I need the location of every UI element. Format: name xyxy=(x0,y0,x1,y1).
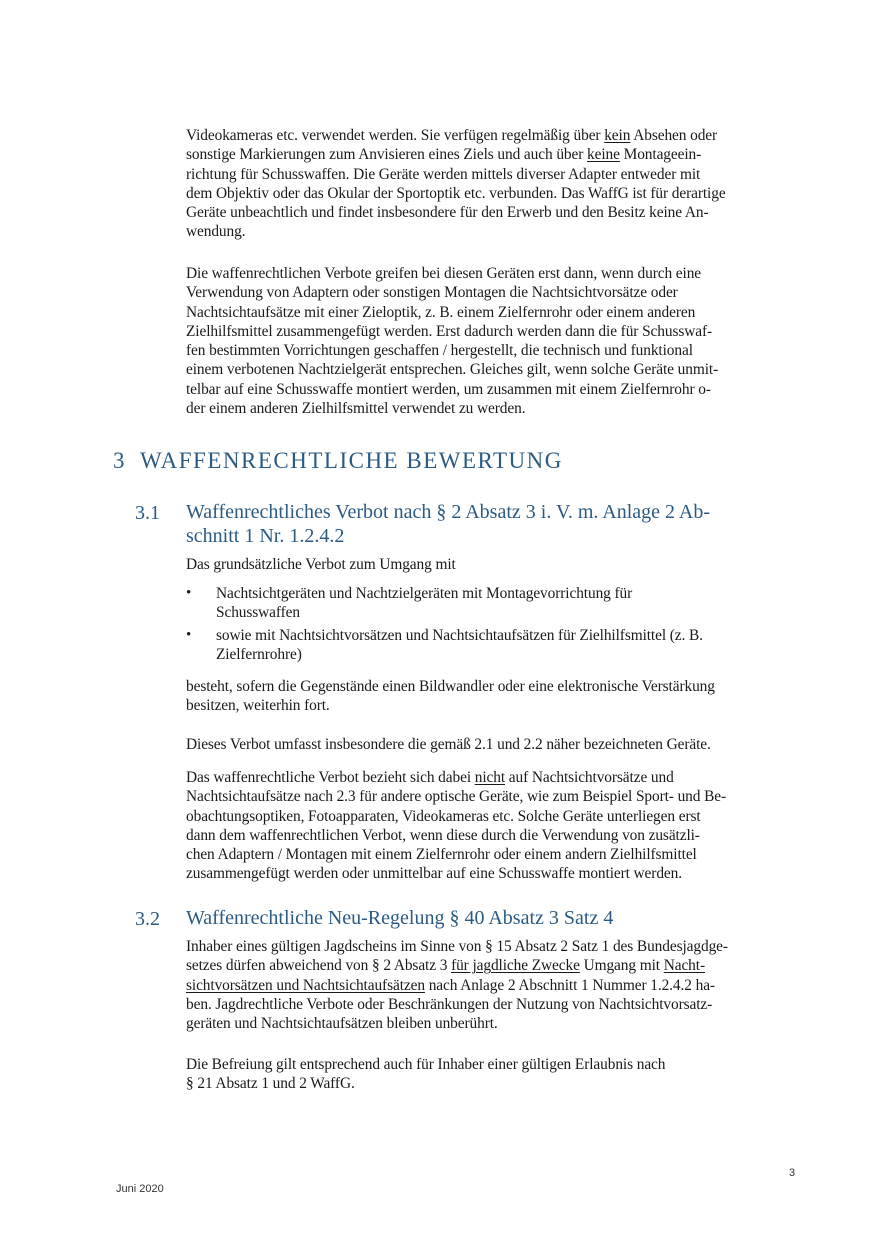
text-line: setzes dürfen abweichend von § 2 Absatz 3 für jagdliche Zwecke Umgang mit Nacht- xyxy=(186,957,705,975)
list-item: Nachtsichtgeräten und Nachtzielgeräten mit Montagevorrichtung für Schusswaffen xyxy=(216,585,633,622)
text-line: sichtvorsätzen und Nachtsichtaufsätzen nach Anlage 2 Abschnitt 1 Nummer 1.2.4.2 ha- xyxy=(186,976,715,994)
text-line: telbar auf eine Schusswaffe montiert werden, um zusammen mit einem Zielfernrohr o- xyxy=(186,380,711,398)
section-number: 3 xyxy=(113,448,126,473)
text-line: Geräte unbeachtlich und findet insbesondere für den Erwerb und den Besitz keine An- xyxy=(186,204,709,222)
underlined-word: keine xyxy=(587,146,620,164)
paragraph-exclusion: Das waffenrechtliche Verbot bezieht sich dabei nicht auf Nachtsichtvorsätze und Nachtsichtaufsätze nach 2.3 für andere optische Geräte, wie zum Beispiel Sport- und Be- obachtungsoptiken, Fotoapparaten, Videokameras etc. Solche Geräte unterliegen erst dann dem waffenrechtlichen Verbot, wenn diese durch die Verwendung von zusätzli- chen Adaptern / Montagen mit einem Zielfernrohr oder einem andern Zielhilfsmittel zusammengefügt werden oder unmittelbar auf eine Schusswaffe montiert werden. xyxy=(186,768,796,884)
underlined-word: kein xyxy=(604,127,631,144)
paragraph-scope: Dieses Verbot umfasst insbesondere die gemäß 2.1 und 2.2 näher bezeichneten Geräte. xyxy=(186,736,711,753)
text-line: sonstige Markierungen zum Anvisieren eines Ziels und auch über keine Montageein- xyxy=(186,146,702,164)
underlined-phrase: Nacht- xyxy=(663,957,705,975)
text-line: Das waffenrechtliche Verbot bezieht sich dabei nicht auf Nachtsichtvorsätze und xyxy=(186,769,674,786)
footer-date: Juni 2020 xyxy=(116,1183,164,1195)
section-3-heading xyxy=(113,448,563,474)
paragraph-after-bullets: besteht, sofern die Gegenstände einen Bildwandler oder eine elektronische Verstärkung besitzen, weiterhin fort. xyxy=(186,678,715,715)
subsection-3-1-heading: Waffenrechtliches Verbot nach § 2 Absatz 3 i. V. m. Anlage 2 Ab- schnitt 1 Nr. 1.2.4.2 xyxy=(186,501,711,547)
text-line: Zielhilfsmittel zusammengefügt werden. Erst dadurch werden dann die für Schusswaf- xyxy=(186,322,713,340)
underlined-phrase: sichtvorsätzen und Nachtsichtaufsätzen xyxy=(186,976,425,994)
text-line: einem verbotenen Nachtzielgerät entsprechen. Gleiches gilt, wenn solche Geräte unmit- xyxy=(186,361,719,379)
intro-paragraph xyxy=(186,126,796,242)
underlined-phrase: für jagdliche Zwecke xyxy=(451,957,580,975)
subsection-3-2-number: 3.2 xyxy=(135,908,160,930)
text-line: fen bestimmten Vorrichtungen geschaffen / hergestellt, die technisch und funktional xyxy=(186,342,693,360)
list-item: sowie mit Nachtsichtvorsätzen und Nachtsichtaufsätzen für Zielhilfsmittel (z. B. Zielfernrohre) xyxy=(216,627,703,664)
text-line: Verwendung von Adaptern oder sonstigen Montagen die Nachtsichtvorsätze oder xyxy=(186,284,678,302)
section-title: WAFFENRECHTLICHE BEWERTUNG xyxy=(140,448,563,473)
text-line: dem Objektiv oder das Okular der Sportoptik etc. verbunden. Das WaffG ist für derartige xyxy=(186,184,726,202)
bullet-icon: • xyxy=(186,627,192,643)
text-line: der einem anderen Zielhilfsmittel verwendet zu werden. xyxy=(186,400,526,418)
bullet-icon: • xyxy=(186,585,192,601)
subsection-3-1-number: 3.1 xyxy=(135,502,160,524)
paragraph-hunting-license: Inhaber eines gültigen Jagdscheins im Sinne von § 15 Absatz 2 Satz 1 des Bundesjagdge- setzes dürfen abweichend von § 2 Absatz 3 für jagdliche Zwecke Umgang mit Nacht- sichtvorsätzen und Nachtsichtaufsätzen nach Anlage 2 Abschnitt 1 Nummer 1.2.4.2 ha- ben. Jagdrechtliche Verbote oder Beschränkungen der Nutzung von Nachtsichtvorsatz- geräten und Nachtsichtaufsätzen bleiben unberührt. xyxy=(186,937,796,1033)
paragraph-exemption: Die Befreiung gilt entsprechend auch für Inhaber einer gültigen Erlaubnis nach § 21 Absatz 1 und 2 WaffG. xyxy=(186,1056,666,1093)
text-line: Videokameras etc. verwendet werden. Sie verfügen regelmäßig über kein Absehen oder xyxy=(186,127,718,144)
page-number: 3 xyxy=(789,1167,796,1179)
text-line: Nachtsichtaufsätze mit einer Zieloptik, z. B. einem Zielfernrohr oder einem anderen xyxy=(186,303,696,321)
text-line: Die waffenrechtlichen Verbote greifen bei diesen Geräten erst dann, wenn durch eine xyxy=(186,265,702,282)
subsection-3-1-lead: Das grundsätzliche Verbot zum Umgang mit xyxy=(186,556,456,573)
underlined-word: nicht xyxy=(474,769,506,786)
text-line: wendung. xyxy=(186,223,246,241)
paragraph-prohibitions xyxy=(186,264,796,418)
text-line: richtung für Schusswaffen. Die Geräte werden mittels diverser Adapter entweder mit xyxy=(186,165,701,183)
subsection-3-2-heading: Waffenrechtliche Neu-Regelung § 40 Absatz 3 Satz 4 xyxy=(186,907,614,929)
